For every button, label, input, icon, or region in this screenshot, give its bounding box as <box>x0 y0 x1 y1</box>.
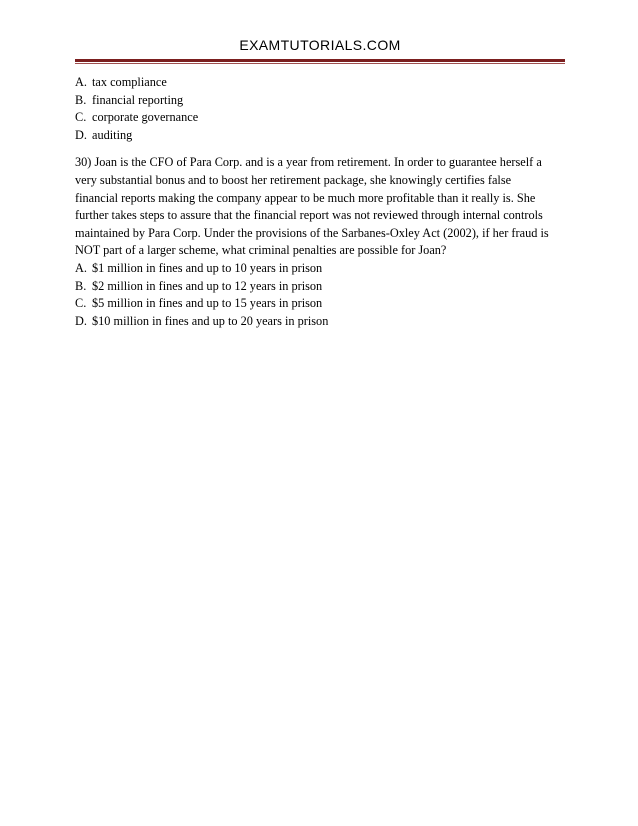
page-header-title: EXAMTUTORIALS.COM <box>239 37 401 53</box>
option-letter: A. <box>75 75 87 89</box>
question-30 <box>75 154 567 330</box>
option-letter: D. <box>75 313 87 328</box>
answer-option-d <box>75 313 567 331</box>
option-letter: A. <box>75 260 87 275</box>
previous-question-options <box>75 74 567 144</box>
header-rule-thick <box>75 59 565 62</box>
question-stem-line: maintained by Para Corp. Under the provisions of the Sarbanes-Oxley Act (2002), if her fraud is <box>75 225 549 240</box>
option-text: $10 million in fines and up to 20 years in prison <box>92 313 329 328</box>
question-stem-line: NOT part of a larger scheme, what criminal penalties are possible for Joan? <box>75 243 447 258</box>
question-stem-line: 30) Joan is the CFO of Para Corp. and is a year from retirement. In order to guarantee herself a <box>75 155 542 170</box>
option-letter: C. <box>75 110 87 125</box>
option-item <box>75 109 567 127</box>
option-item <box>75 127 567 145</box>
question-stem <box>75 154 567 260</box>
option-text: $2 million in fines and up to 12 years in prison <box>92 278 323 293</box>
option-text: $1 million in fines and up to 10 years in prison <box>92 260 323 275</box>
option-text: corporate governance <box>92 110 199 125</box>
option-letter: B. <box>75 92 87 107</box>
option-item <box>75 92 567 110</box>
option-letter: C. <box>75 296 87 311</box>
answer-option-c <box>75 295 567 313</box>
document-body <box>75 74 567 330</box>
option-text: tax compliance <box>92 75 167 89</box>
question-stem-line: very substantial bonus and to boost her retirement package, she knowingly certifies false <box>75 172 512 187</box>
answer-option-b <box>75 278 567 296</box>
question-stem-line: financial reports making the company appear to be much more profitable than it really is. She <box>75 190 536 205</box>
option-item <box>75 74 567 92</box>
header-rule-thin <box>75 63 565 64</box>
option-text: financial reporting <box>92 92 184 107</box>
option-letter: D. <box>75 127 87 142</box>
option-text: $5 million in fines and up to 15 years in prison <box>92 296 323 311</box>
answer-options <box>75 260 567 330</box>
question-stem-line: further takes steps to assure that the financial report was not reviewed through internal controls <box>75 208 543 223</box>
option-letter: B. <box>75 278 87 293</box>
option-text: auditing <box>92 127 133 142</box>
answer-option-a <box>75 260 567 278</box>
